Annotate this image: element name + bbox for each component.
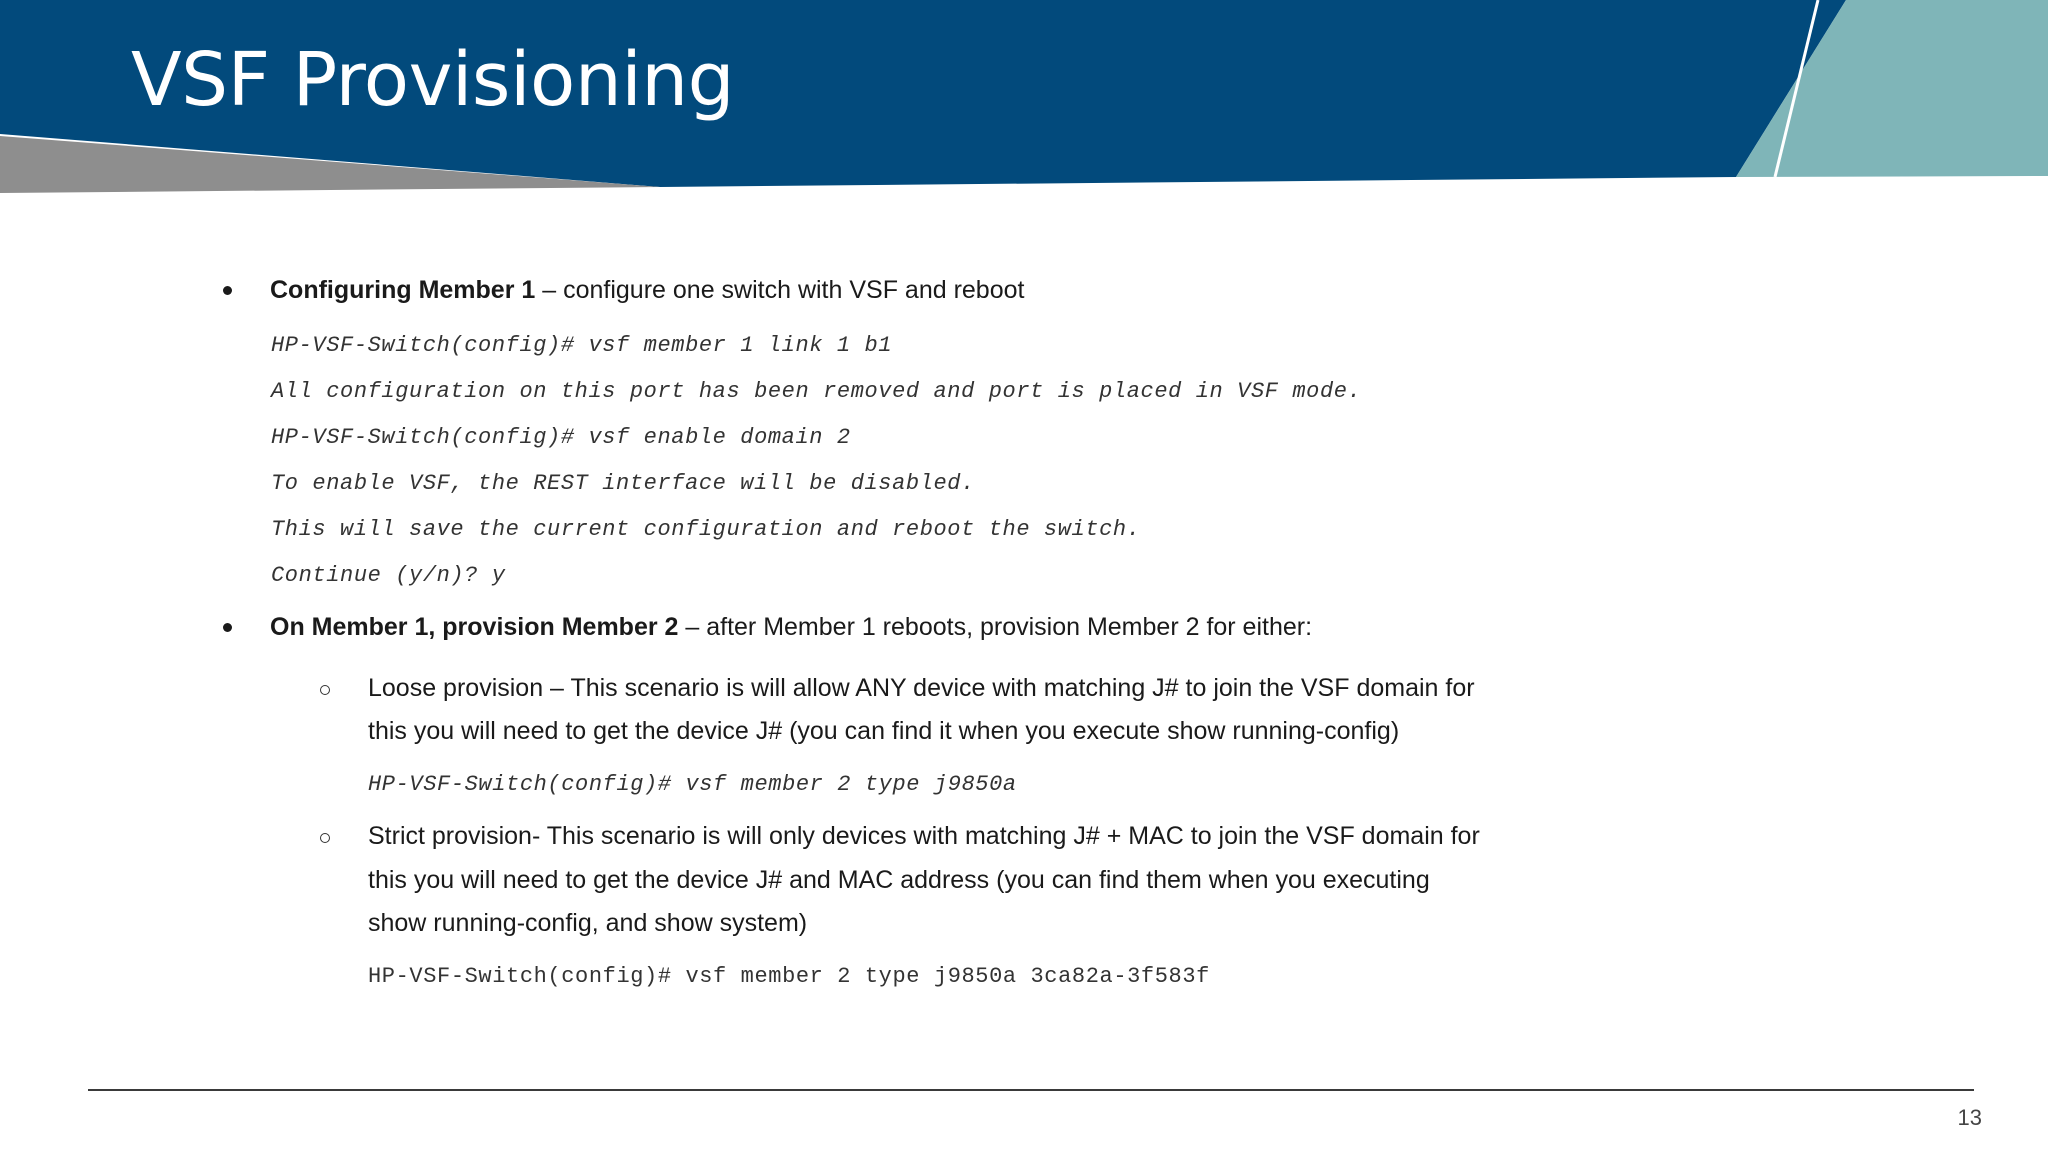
slide-title: VSF Provisioning	[131, 37, 735, 123]
bullet-member2	[270, 610, 1312, 644]
bullet-member1	[270, 273, 1024, 307]
strict-provision-line: show running-config, and show system)	[368, 909, 808, 937]
bullet-member2-heading: On Member 1, provision Member 2	[270, 613, 679, 641]
sub-bullet-circle	[320, 833, 330, 843]
code-line: HP-VSF-Switch(config)# vsf enable domain 2	[271, 425, 851, 450]
bullet-member1-heading: Configuring Member 1	[270, 276, 536, 304]
code-line: HP-VSF-Switch(config)# vsf member 1 link 1 b1	[271, 333, 893, 358]
strict-provision-line: this you will need to get the device J# and MAC address (you can find them when you executing	[368, 866, 1430, 894]
loose-provision-command: HP-VSF-Switch(config)# vsf member 2 type j9850a	[368, 772, 1017, 797]
strict-provision-command: HP-VSF-Switch(config)# vsf member 2 type j9850a 3ca82a-3f583f	[368, 964, 1210, 989]
code-line: All configuration on this port has been removed and port is placed in VSF mode.	[271, 379, 1362, 404]
bullet-dot	[223, 623, 232, 632]
sub-bullet-circle	[320, 685, 330, 695]
strict-provision-line: Strict provision- This scenario is will only devices with matching J# + MAC to join the VSF domain for	[368, 822, 1480, 850]
page-number: 13	[1957, 1105, 1982, 1130]
loose-provision-line: Loose provision – This scenario is will allow ANY device with matching J# to join the VSF domain for	[368, 674, 1475, 702]
bullet-member2-description: – after Member 1 reboots, provision Member 2 for either:	[678, 613, 1313, 641]
code-line: To enable VSF, the REST interface will be disabled.	[271, 471, 975, 496]
loose-provision-line: this you will need to get the device J# (you can find it when you execute show running-config)	[368, 717, 1400, 745]
bullet-dot	[223, 286, 232, 295]
code-line: Continue (y/n)? y	[271, 563, 506, 588]
footer-divider	[88, 1089, 1974, 1091]
bullet-member1-description: – configure one switch with VSF and reboot	[535, 276, 1025, 304]
code-line: This will save the current configuration and reboot the switch.	[271, 517, 1141, 542]
